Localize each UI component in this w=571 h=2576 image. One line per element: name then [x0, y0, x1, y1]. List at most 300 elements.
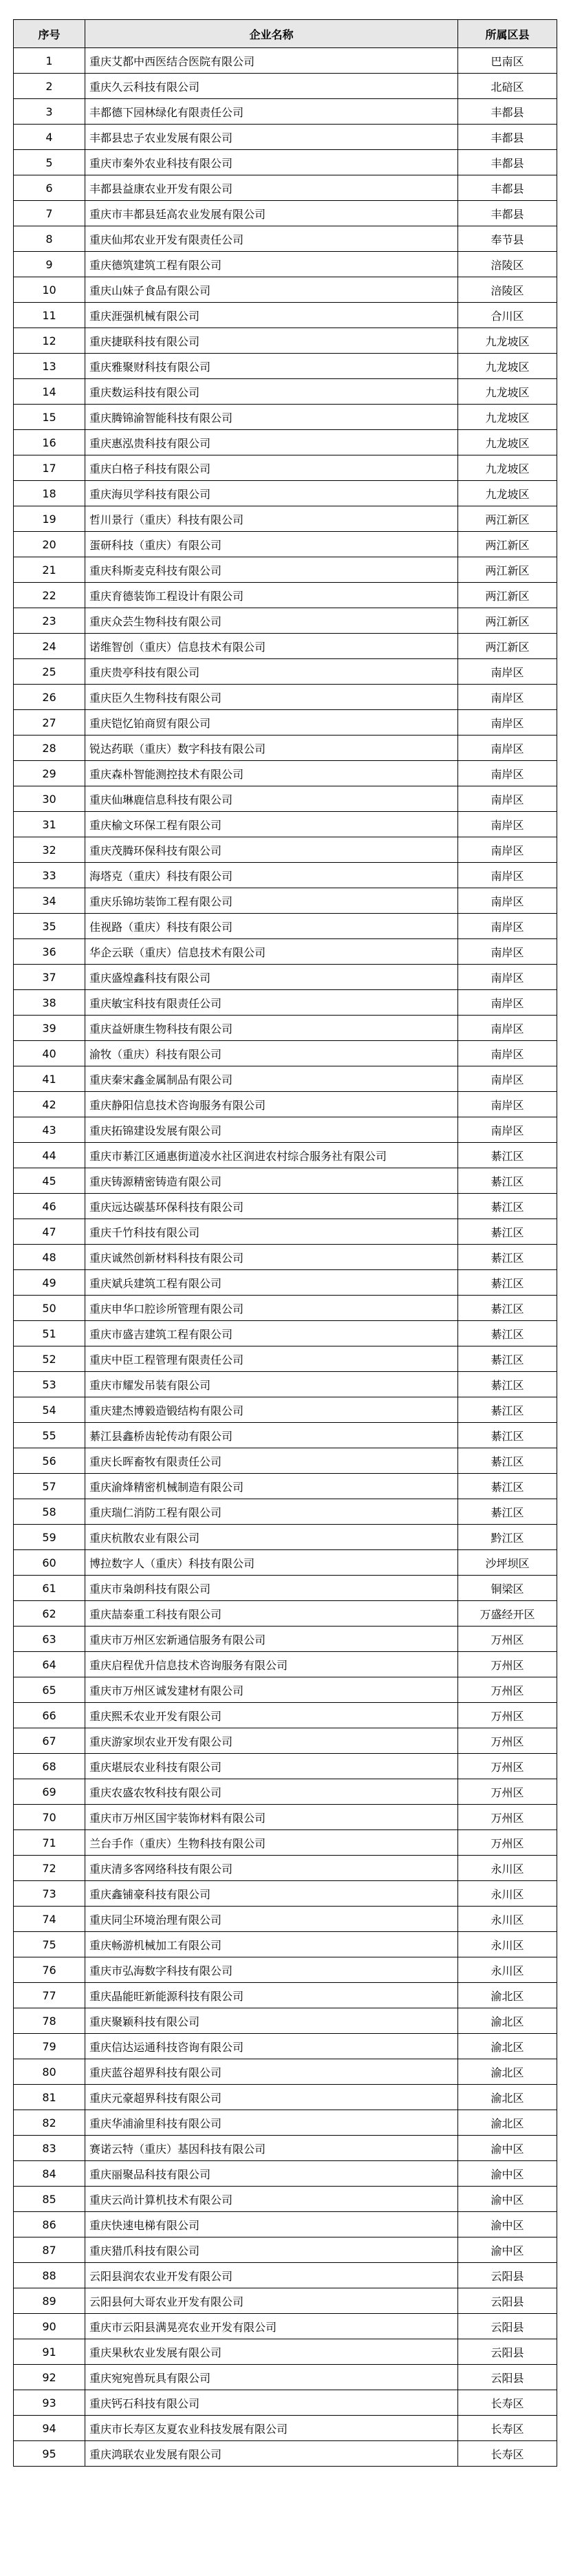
- company-name: 重庆贵亭科技有限公司: [85, 659, 458, 685]
- table-row: [14, 48, 557, 74]
- company-name: 重庆长晖畜牧有限责任公司: [85, 1448, 458, 1474]
- district: 万州区: [458, 1728, 557, 1754]
- district: 綦江区: [458, 1270, 557, 1296]
- row-index: 46: [14, 1194, 85, 1219]
- district: 两江新区: [458, 557, 557, 583]
- district: 两江新区: [458, 583, 557, 608]
- district: 渝北区: [458, 2008, 557, 2034]
- company-name: 重庆农盛农牧科技有限公司: [85, 1779, 458, 1805]
- table-row: [14, 1805, 557, 1830]
- row-index: 36: [14, 939, 85, 965]
- table-row: [14, 1907, 557, 1932]
- district: 南岸区: [458, 659, 557, 685]
- district: 渝北区: [458, 2085, 557, 2110]
- company-name: 重庆市万州区诚发建材有限公司: [85, 1677, 458, 1703]
- company-name: 重庆铸源精密铸造有限公司: [85, 1168, 458, 1194]
- row-index: 21: [14, 557, 85, 583]
- district: 南岸区: [458, 837, 557, 863]
- table-row: [14, 2136, 557, 2161]
- table-row: [14, 2237, 557, 2263]
- company-name: 重庆市秦外农业科技有限公司: [85, 150, 458, 175]
- row-index: 76: [14, 1957, 85, 1983]
- table-row: [14, 1932, 557, 1957]
- district: 云阳县: [458, 2314, 557, 2339]
- table-row: [14, 1372, 557, 1397]
- company-name: 重庆市云阳县满晃亮农业开发有限公司: [85, 2314, 458, 2339]
- row-index: 41: [14, 1066, 85, 1092]
- district: 南岸区: [458, 939, 557, 965]
- table-row: [14, 2187, 557, 2212]
- district: 铜梁区: [458, 1576, 557, 1601]
- row-index: 53: [14, 1372, 85, 1397]
- company-name: 丰都县益康农业开发有限公司: [85, 175, 458, 201]
- company-name: 重庆钙石科技有限公司: [85, 2390, 458, 2416]
- district: 丰都县: [458, 175, 557, 201]
- row-index: 32: [14, 837, 85, 863]
- row-index: 86: [14, 2212, 85, 2237]
- district: 两江新区: [458, 506, 557, 532]
- company-name: 重庆果秋农业发展有限公司: [85, 2339, 458, 2365]
- header-company-name: 企业名称: [85, 20, 458, 48]
- row-index: 24: [14, 634, 85, 659]
- row-index: 5: [14, 150, 85, 175]
- table-row: [14, 201, 557, 226]
- table-row: [14, 583, 557, 608]
- district: 北碚区: [458, 74, 557, 99]
- row-index: 81: [14, 2085, 85, 2110]
- company-name: 丰都德下园林绿化有限责任公司: [85, 99, 458, 125]
- company-name: 重庆建杰博毅造锻结构有限公司: [85, 1397, 458, 1423]
- company-name: 海塔克（重庆）科技有限公司: [85, 863, 458, 888]
- row-index: 34: [14, 888, 85, 914]
- district: 永川区: [458, 1907, 557, 1932]
- district: 南岸区: [458, 863, 557, 888]
- district: 綦江区: [458, 1397, 557, 1423]
- company-name: 重庆惠泓贵科技有限公司: [85, 430, 458, 455]
- row-index: 7: [14, 201, 85, 226]
- company-name: 丰都县忠子农业发展有限公司: [85, 125, 458, 150]
- row-index: 69: [14, 1779, 85, 1805]
- district: 南岸区: [458, 965, 557, 990]
- district: 九龙坡区: [458, 455, 557, 481]
- company-name: 重庆启程优升信息技术咨询服务有限公司: [85, 1652, 458, 1677]
- district: 万州区: [458, 1830, 557, 1856]
- company-name: 重庆喆泰重工科技有限公司: [85, 1601, 458, 1627]
- company-name: 重庆市耀发吊装有限公司: [85, 1372, 458, 1397]
- row-index: 37: [14, 965, 85, 990]
- district: 万州区: [458, 1805, 557, 1830]
- row-index: 66: [14, 1703, 85, 1728]
- district: 万州区: [458, 1779, 557, 1805]
- company-name: 蛋研科技（重庆）有限公司: [85, 532, 458, 557]
- table-row: [14, 990, 557, 1016]
- table-row: [14, 2339, 557, 2365]
- company-name: 重庆众芸生物科技有限公司: [85, 608, 458, 634]
- row-index: 31: [14, 812, 85, 837]
- district: 南岸区: [458, 1066, 557, 1092]
- company-name: 重庆铠忆铂商贸有限公司: [85, 710, 458, 736]
- table-row: [14, 1474, 557, 1499]
- row-index: 65: [14, 1677, 85, 1703]
- table-row: [14, 455, 557, 481]
- table-row: [14, 2161, 557, 2187]
- table-row: [14, 1754, 557, 1779]
- table-row: [14, 1194, 557, 1219]
- row-index: 20: [14, 532, 85, 557]
- table-body: [14, 48, 557, 2467]
- district: 綦江区: [458, 1474, 557, 1499]
- district: 两江新区: [458, 634, 557, 659]
- row-index: 1: [14, 48, 85, 74]
- table-row: [14, 2085, 557, 2110]
- company-name: 重庆山妹子食品有限公司: [85, 277, 458, 303]
- table-row: [14, 1423, 557, 1448]
- district: 长寿区: [458, 2416, 557, 2441]
- table-row: [14, 557, 557, 583]
- table-row: [14, 1881, 557, 1907]
- table-row: [14, 328, 557, 354]
- district: 綦江区: [458, 1448, 557, 1474]
- table-row: [14, 354, 557, 379]
- company-name: 重庆游家坝农业开发有限公司: [85, 1728, 458, 1754]
- table-row: [14, 1983, 557, 2008]
- table-row: [14, 1296, 557, 1321]
- table-row: [14, 1448, 557, 1474]
- table-row: [14, 1219, 557, 1245]
- district: 丰都县: [458, 150, 557, 175]
- district: 合川区: [458, 303, 557, 328]
- district: 九龙坡区: [458, 328, 557, 354]
- row-index: 17: [14, 455, 85, 481]
- district: 南岸区: [458, 1016, 557, 1041]
- row-index: 67: [14, 1728, 85, 1754]
- company-name: 锐达药联（重庆）数字科技有限公司: [85, 736, 458, 761]
- company-name: 重庆远达碳基环保科技有限公司: [85, 1194, 458, 1219]
- table-row: [14, 2263, 557, 2288]
- district: 永川区: [458, 1856, 557, 1881]
- company-name: 重庆信达运通科技咨询有限公司: [85, 2034, 458, 2059]
- company-name: 重庆腾锦渝智能科技有限公司: [85, 405, 458, 430]
- company-name: 重庆茂腾环保科技有限公司: [85, 837, 458, 863]
- table-row: [14, 1601, 557, 1627]
- company-name: 重庆市綦江区通惠街道凌水社区润进农村综合服务社有限公司: [85, 1143, 458, 1168]
- row-index: 3: [14, 99, 85, 125]
- district: 奉节县: [458, 226, 557, 252]
- row-index: 59: [14, 1525, 85, 1550]
- table-row: [14, 125, 557, 150]
- company-name: 重庆数运科技有限公司: [85, 379, 458, 405]
- row-index: 51: [14, 1321, 85, 1346]
- district: 渝北区: [458, 2110, 557, 2136]
- table-row: [14, 1856, 557, 1881]
- row-index: 43: [14, 1117, 85, 1143]
- table-row: [14, 2288, 557, 2314]
- company-name: 重庆仙邦农业开发有限责任公司: [85, 226, 458, 252]
- table-row: [14, 1397, 557, 1423]
- company-name: 重庆宛宛兽玩具有限公司: [85, 2365, 458, 2390]
- district: 綦江区: [458, 1143, 557, 1168]
- company-name: 重庆涯强机械有限公司: [85, 303, 458, 328]
- table-row: [14, 710, 557, 736]
- district: 南岸区: [458, 786, 557, 812]
- company-name: 赛诺云特（重庆）基因科技有限公司: [85, 2136, 458, 2161]
- district: 云阳县: [458, 2288, 557, 2314]
- table-row: [14, 914, 557, 939]
- company-name: 重庆白格子科技有限公司: [85, 455, 458, 481]
- row-index: 26: [14, 685, 85, 710]
- table-row: [14, 736, 557, 761]
- table-row: [14, 1066, 557, 1092]
- company-name: 重庆诚然创新材料科技有限公司: [85, 1245, 458, 1270]
- table-row: [14, 1627, 557, 1652]
- row-index: 74: [14, 1907, 85, 1932]
- district: 南岸区: [458, 685, 557, 710]
- row-index: 33: [14, 863, 85, 888]
- company-name: 重庆同尘环境治理有限公司: [85, 1907, 458, 1932]
- table-row: [14, 1245, 557, 1270]
- district: 九龙坡区: [458, 405, 557, 430]
- table-row: [14, 74, 557, 99]
- row-index: 70: [14, 1805, 85, 1830]
- district: 长寿区: [458, 2390, 557, 2416]
- district: 长寿区: [458, 2441, 557, 2467]
- table-row: [14, 608, 557, 634]
- company-name: 重庆市长寿区友夏农业科技发展有限公司: [85, 2416, 458, 2441]
- district: 綦江区: [458, 1296, 557, 1321]
- row-index: 54: [14, 1397, 85, 1423]
- company-name: 重庆捷联科技有限公司: [85, 328, 458, 354]
- table-row: [14, 2314, 557, 2339]
- table-row: [14, 1143, 557, 1168]
- row-index: 64: [14, 1652, 85, 1677]
- company-name: 重庆市枭朗科技有限公司: [85, 1576, 458, 1601]
- row-index: 92: [14, 2365, 85, 2390]
- table-row: [14, 2059, 557, 2085]
- company-name: 重庆乐锦坊装饰工程有限公司: [85, 888, 458, 914]
- district: 渝北区: [458, 2034, 557, 2059]
- header-index: 序号: [14, 20, 85, 48]
- company-name: 渝牧（重庆）科技有限公司: [85, 1041, 458, 1066]
- table-row: [14, 1779, 557, 1805]
- table-row: [14, 1830, 557, 1856]
- company-name: 重庆臣久生物科技有限公司: [85, 685, 458, 710]
- table-row: [14, 1041, 557, 1066]
- row-index: 22: [14, 583, 85, 608]
- table-row: [14, 1016, 557, 1041]
- company-name: 重庆清多客网络科技有限公司: [85, 1856, 458, 1881]
- row-index: 60: [14, 1550, 85, 1576]
- table-row: [14, 1703, 557, 1728]
- row-index: 80: [14, 2059, 85, 2085]
- row-index: 62: [14, 1601, 85, 1627]
- district: 綦江区: [458, 1194, 557, 1219]
- company-name: 重庆元豪超界科技有限公司: [85, 2085, 458, 2110]
- row-index: 9: [14, 252, 85, 277]
- district: 南岸区: [458, 888, 557, 914]
- row-index: 93: [14, 2390, 85, 2416]
- table-row: [14, 1117, 557, 1143]
- row-index: 48: [14, 1245, 85, 1270]
- row-index: 56: [14, 1448, 85, 1474]
- district: 两江新区: [458, 532, 557, 557]
- row-index: 52: [14, 1346, 85, 1372]
- table-row: [14, 99, 557, 125]
- table-row: [14, 634, 557, 659]
- company-name: 佳视路（重庆）科技有限公司: [85, 914, 458, 939]
- company-name: 重庆熙禾农业开发有限公司: [85, 1703, 458, 1728]
- company-name: 重庆育德装饰工程设计有限公司: [85, 583, 458, 608]
- district: 渝中区: [458, 2237, 557, 2263]
- district: 九龙坡区: [458, 354, 557, 379]
- table-row: [14, 2390, 557, 2416]
- company-name: 诺维智创（重庆）信息技术有限公司: [85, 634, 458, 659]
- district: 南岸区: [458, 990, 557, 1016]
- company-name: 重庆快速电梯有限公司: [85, 2212, 458, 2237]
- row-index: 45: [14, 1168, 85, 1194]
- company-name: 重庆蓝谷超界科技有限公司: [85, 2059, 458, 2085]
- table-row: [14, 2008, 557, 2034]
- district: 万州区: [458, 1703, 557, 1728]
- district: 南岸区: [458, 1092, 557, 1117]
- district: 南岸区: [458, 914, 557, 939]
- row-index: 29: [14, 761, 85, 786]
- table-row: [14, 1957, 557, 1983]
- row-index: 16: [14, 430, 85, 455]
- district: 南岸区: [458, 812, 557, 837]
- row-index: 55: [14, 1423, 85, 1448]
- table-row: [14, 2212, 557, 2237]
- district: 渝中区: [458, 2161, 557, 2187]
- table-row: [14, 1652, 557, 1677]
- company-name: 重庆聚颖科技有限公司: [85, 2008, 458, 2034]
- company-name: 博拉数字人（重庆）科技有限公司: [85, 1550, 458, 1576]
- district: 沙坪坝区: [458, 1550, 557, 1576]
- district: 南岸区: [458, 710, 557, 736]
- company-name: 兰台手作（重庆）生物科技有限公司: [85, 1830, 458, 1856]
- row-index: 11: [14, 303, 85, 328]
- company-name: 重庆市万州区国宇装饰材料有限公司: [85, 1805, 458, 1830]
- district: 巴南区: [458, 48, 557, 74]
- table-row: [14, 379, 557, 405]
- row-index: 49: [14, 1270, 85, 1296]
- row-index: 89: [14, 2288, 85, 2314]
- row-index: 12: [14, 328, 85, 354]
- row-index: 50: [14, 1296, 85, 1321]
- table-row: [14, 837, 557, 863]
- table-row: [14, 659, 557, 685]
- company-name: 重庆鑫铺豪科技有限公司: [85, 1881, 458, 1907]
- table-row: [14, 1346, 557, 1372]
- company-name: 重庆市丰都县廷高农业发展有限公司: [85, 201, 458, 226]
- district: 渝北区: [458, 1983, 557, 2008]
- row-index: 73: [14, 1881, 85, 1907]
- company-name: 重庆市万州区宏新通信服务有限公司: [85, 1627, 458, 1652]
- company-name: 云阳县何大哥农业开发有限公司: [85, 2288, 458, 2314]
- company-name: 重庆盛煌鑫科技有限公司: [85, 965, 458, 990]
- table-row: [14, 150, 557, 175]
- company-name: 重庆仙琳鹿信息科技有限公司: [85, 786, 458, 812]
- company-name: 重庆晶能旺新能源科技有限公司: [85, 1983, 458, 2008]
- company-name: 重庆海贝学科技有限公司: [85, 481, 458, 506]
- table-row: [14, 1525, 557, 1550]
- row-index: 27: [14, 710, 85, 736]
- company-name: 重庆德筑建筑工程有限公司: [85, 252, 458, 277]
- district: 綦江区: [458, 1372, 557, 1397]
- table-row: [14, 1499, 557, 1525]
- district: 綦江区: [458, 1219, 557, 1245]
- table-row: [14, 812, 557, 837]
- table-row: [14, 1677, 557, 1703]
- table-row: [14, 405, 557, 430]
- table-header-row: [14, 20, 557, 48]
- row-index: 75: [14, 1932, 85, 1957]
- company-name: 重庆申华口腔诊所管理有限公司: [85, 1296, 458, 1321]
- district: 渝中区: [458, 2212, 557, 2237]
- table-row: [14, 430, 557, 455]
- row-index: 10: [14, 277, 85, 303]
- row-index: 88: [14, 2263, 85, 2288]
- district: 綦江区: [458, 1346, 557, 1372]
- company-name: 重庆市弘海数字科技有限公司: [85, 1957, 458, 1983]
- company-name: 重庆敏宝科技有限责任公司: [85, 990, 458, 1016]
- district: 綦江区: [458, 1245, 557, 1270]
- company-name: 重庆科斯麦克科技有限公司: [85, 557, 458, 583]
- company-name: 重庆拓锦建设发展有限公司: [85, 1117, 458, 1143]
- table-row: [14, 175, 557, 201]
- district: 綦江区: [458, 1321, 557, 1346]
- district: 南岸区: [458, 761, 557, 786]
- company-name: 重庆华浦渝里科技有限公司: [85, 2110, 458, 2136]
- table-row: [14, 1550, 557, 1576]
- row-index: 42: [14, 1092, 85, 1117]
- company-name: 重庆艾都中西医结合医院有限公司: [85, 48, 458, 74]
- row-index: 30: [14, 786, 85, 812]
- district: 万州区: [458, 1677, 557, 1703]
- district: 万州区: [458, 1627, 557, 1652]
- district: 南岸区: [458, 1041, 557, 1066]
- row-index: 85: [14, 2187, 85, 2212]
- company-name: 綦江县鑫桥齿轮传动有限公司: [85, 1423, 458, 1448]
- company-name: 重庆杭散农业有限公司: [85, 1525, 458, 1550]
- table-row: [14, 2365, 557, 2390]
- district: 渝中区: [458, 2136, 557, 2161]
- district: 万州区: [458, 1754, 557, 1779]
- district: 南岸区: [458, 1117, 557, 1143]
- company-name: 重庆瑞仁消防工程有限公司: [85, 1499, 458, 1525]
- table-row: [14, 786, 557, 812]
- company-name: 重庆斌兵建筑工程有限公司: [85, 1270, 458, 1296]
- district: 九龙坡区: [458, 481, 557, 506]
- row-index: 14: [14, 379, 85, 405]
- row-index: 90: [14, 2314, 85, 2339]
- table-row: [14, 303, 557, 328]
- table-row: [14, 2416, 557, 2441]
- company-name: 重庆中臣工程管理有限责任公司: [85, 1346, 458, 1372]
- table-row: [14, 481, 557, 506]
- company-name: 重庆秦宋鑫金属制品有限公司: [85, 1066, 458, 1092]
- row-index: 63: [14, 1627, 85, 1652]
- row-index: 8: [14, 226, 85, 252]
- table-row: [14, 1576, 557, 1601]
- company-name: 重庆榆文环保工程有限公司: [85, 812, 458, 837]
- company-name: 重庆益妍康生物科技有限公司: [85, 1016, 458, 1041]
- district: 綦江区: [458, 1168, 557, 1194]
- row-index: 61: [14, 1576, 85, 1601]
- district: 南岸区: [458, 736, 557, 761]
- row-index: 91: [14, 2339, 85, 2365]
- table-row: [14, 863, 557, 888]
- table-row: [14, 888, 557, 914]
